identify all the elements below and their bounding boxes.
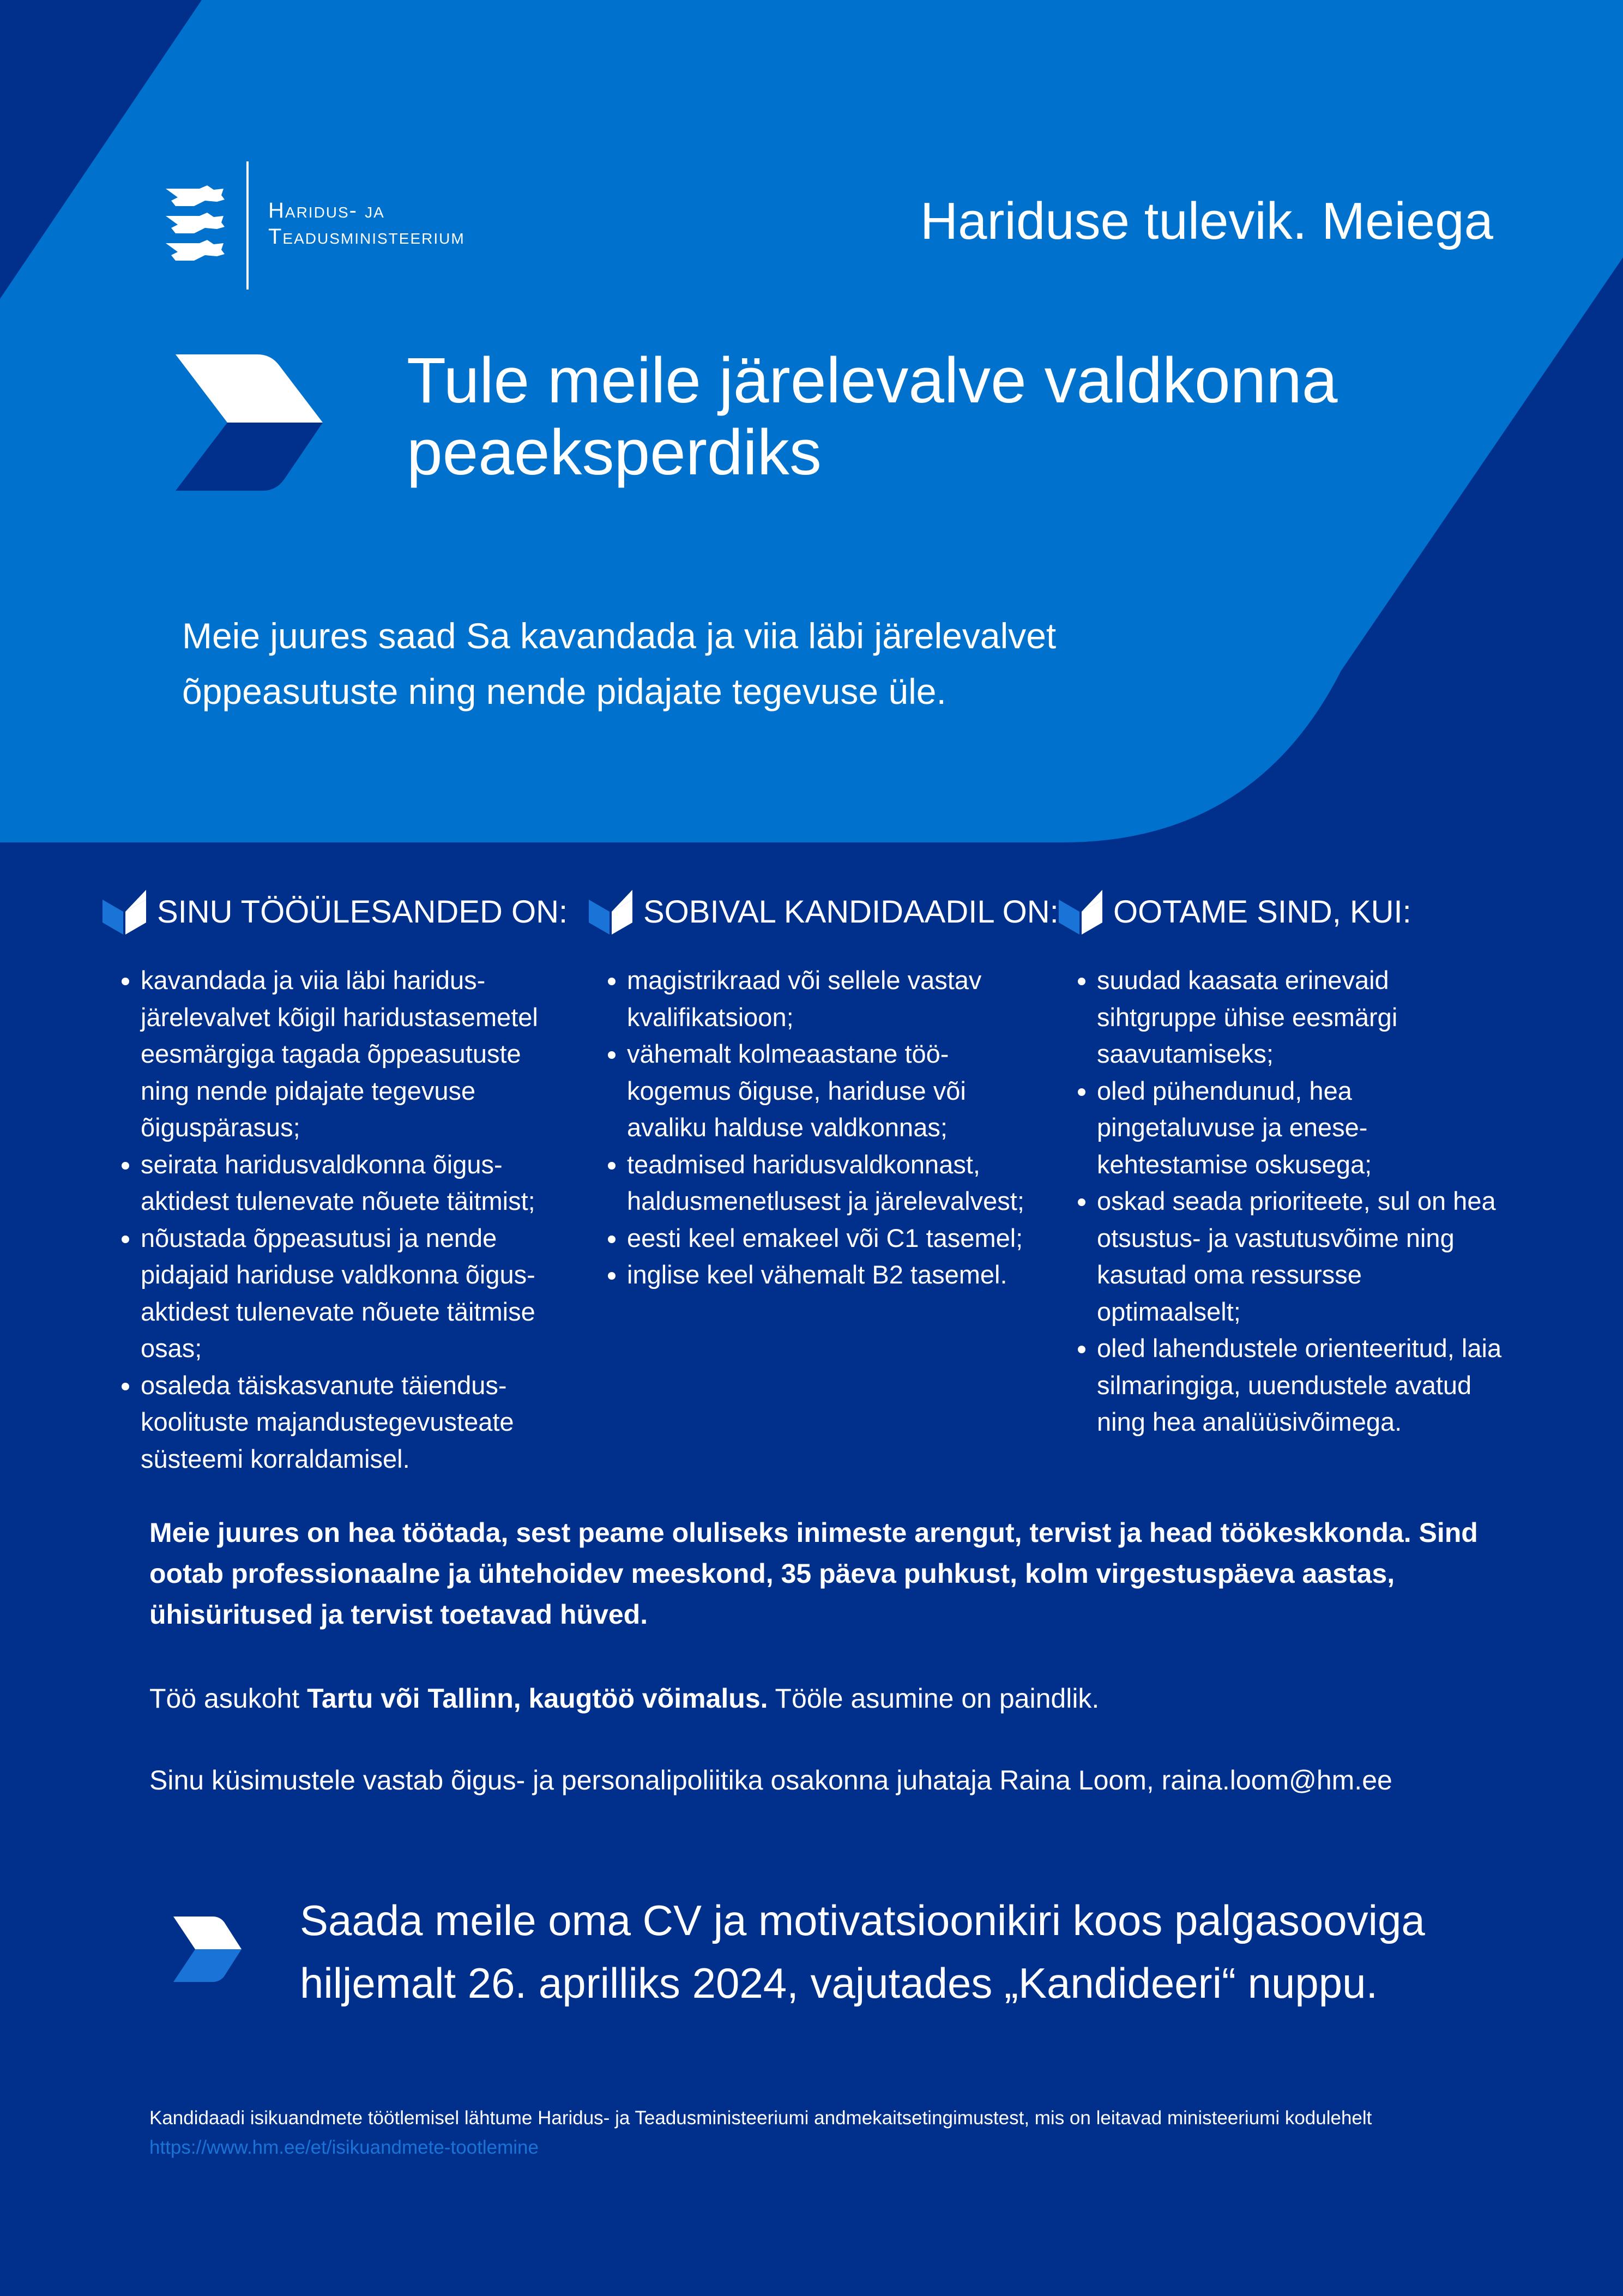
expectations-column xyxy=(1059,888,1511,1441)
logo-text-line2: Teadusministeerium xyxy=(268,225,465,249)
logo-text-line1: Haridus- ja xyxy=(268,198,385,222)
duties-heading xyxy=(102,888,568,937)
list-item: • magistrikraad või sellele vastav kvalifikatsioon; xyxy=(627,962,1041,1035)
list-item: • osaleda täiskasvanute täiendus- koolituste majandustegevusteate süsteemi korraldamisel. xyxy=(141,1367,555,1478)
requirements-column xyxy=(589,888,1059,1293)
list-item: • suudad kaasata erinevaid sihtgruppe ühise eesmärgi saavutamiseks; xyxy=(1097,962,1511,1072)
list-item: • inglise keel vähemalt B2 tasemel. xyxy=(627,1256,1041,1293)
book-icon xyxy=(102,890,146,935)
list-item: • oled pühendunud, hea pingetaluvuse ja enese- kehtestamise oskusega; xyxy=(1097,1072,1511,1183)
requirements-title: SOBIVAL KANDIDAADIL ON: xyxy=(643,894,1059,930)
list-item: • oskad seada prioriteete, sul on hea otsustus- ja vastutusvõime ning kasutad oma ressursse optimaalselt; xyxy=(1097,1183,1511,1330)
list-item: • nõustada õppeasutusi ja nende pidajaid hariduse valdkonna õigus- aktidest tulenevate nõuete täitmise osas; xyxy=(141,1220,555,1367)
book-icon xyxy=(1059,890,1102,935)
duties-title: SINU TÖÖÜLESANDED ON: xyxy=(157,894,568,930)
privacy-text: Kandidaadi isikuandmete töötlemisel lähtume Haridus- ja Teadusministeeriumi andmekaitsetingimustest, mis on leitavad ministeeriumi kodulehelt xyxy=(149,2107,1372,2129)
intro-text: Meie juures saad Sa kavandada ja viia läbi järelevalvet õppeasutuste ning nende pidajate tegevuse üle. xyxy=(182,616,1057,712)
list-item: • oled lahendustele orienteeritud, laia silmaringiga, uuendustele avatud ning hea analüüsivõimega. xyxy=(1097,1330,1511,1441)
benefits-text: Meie juures on hea töötada, sest peame oluliseks inimeste arengut, tervist ja head töökeskkonda. Sind ootab professionaalne ja ühtehoidev meeskond, 35 päeva puhkust, kolm virgestuspäeva aastas, ühisüritused ja tervist toetavad hüved. xyxy=(149,1517,1478,1630)
location-prefix: Töö asukoht xyxy=(149,1683,307,1714)
expectations-heading xyxy=(1059,888,1511,937)
requirements-heading xyxy=(589,888,1059,937)
coat-of-arms-icon xyxy=(161,183,230,268)
location-text xyxy=(149,1678,1491,1719)
privacy-notice xyxy=(149,2104,1403,2162)
chevron-mark-icon xyxy=(173,1917,242,1982)
chevron-mark-icon xyxy=(176,354,323,491)
location-suffix: Tööle asumine on paindlik. xyxy=(768,1683,1100,1714)
expectations-title: OOTAME SIND, KUI: xyxy=(1113,894,1411,930)
requirements-list xyxy=(589,962,1041,1293)
privacy-link[interactable]: https://www.hm.ee/et/isikuandmete-tootlemine xyxy=(149,2137,539,2158)
ministry-logo xyxy=(161,161,499,290)
list-item: • eesti keel emakeel või C1 tasemel; xyxy=(627,1220,1041,1257)
list-item: • teadmised haridusvaldkonnast, haldusmenetlusest ja järelevalvest; xyxy=(627,1146,1041,1220)
duties-list xyxy=(102,962,555,1477)
logo-divider xyxy=(246,161,249,290)
list-item: • kavandada ja viia läbi haridus- järelevalvet kõigil haridustasemetel eesmärgiga tagada õppeasutuste ning nende pidajate tegevuse õiguspärasus; xyxy=(141,962,555,1146)
page-title: Tule meile järelevalve valdkonna peaeksperdiks xyxy=(407,345,1338,489)
call-to-action: Saada meile oma CV ja motivatsioonikiri koos palgasooviga hiljemalt 26. aprilliks 2024, vajutades „Kandideeri“ nuppu. xyxy=(300,1896,1425,2007)
duties-column xyxy=(102,888,568,1477)
contact-text: Sinu küsimustele vastab õigus- ja personalipoliitika osakonna juhataja Raina Loom, raina.loom@hm.ee xyxy=(149,1765,1392,1795)
slogan: Hariduse tulevik. Meiega xyxy=(920,192,1493,250)
location-highlight: Tartu või Tallinn, kaugtöö võimalus. xyxy=(307,1683,768,1714)
list-item: • seirata haridusvaldkonna õigus- aktidest tulenevate nõuete täitmist; xyxy=(141,1146,555,1220)
list-item: • vähemalt kolmeaastane töö- kogemus õiguse, hariduse või avaliku halduse valdkonnas; xyxy=(627,1035,1041,1146)
expectations-list xyxy=(1059,962,1511,1441)
book-icon xyxy=(589,890,632,935)
